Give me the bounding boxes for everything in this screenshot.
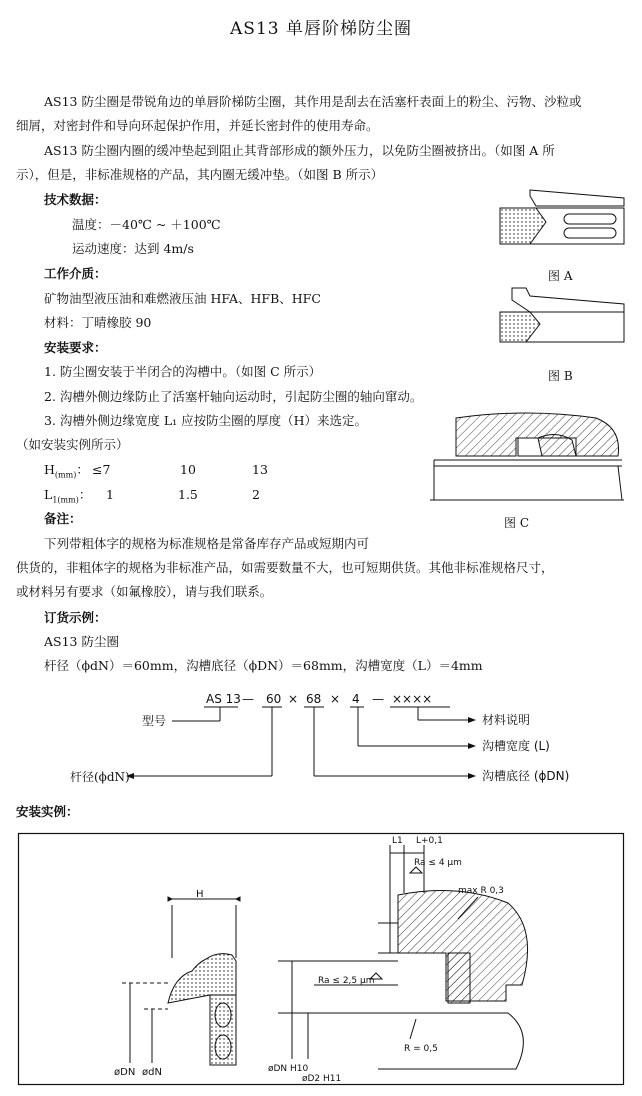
order-spec: 杆径（ϕdN）＝60mm，沟槽底径（ϕDN）＝68mm，沟槽宽度（L）＝4mm (44, 658, 483, 673)
intro-line-4: 示），但是，非标准规格的产品，其内圈无缓冲垫。（如图 B 所示） (16, 167, 384, 182)
install-item-2: 2. 沟槽外侧边缘防止了活塞杆轴向运动时，引起防尘圈的轴向窜动。 (44, 389, 423, 404)
note-line-2: 供货的，非粗体字的规格为非标准产品，如需要数量不大，也可短期供货。其他非标准规格尺寸， (16, 560, 554, 575)
code-model: AS 13 (206, 692, 241, 706)
note-line-3: 或材料另有要求（如氟橡胶），请与我们联系。 (16, 584, 273, 599)
install-heading: 安装要求： (44, 340, 107, 355)
code-width: 4 (352, 692, 360, 706)
example-heading: 安装实例： (16, 804, 79, 819)
table-h-value-2: 10 (180, 462, 196, 477)
code-groove: 68 (306, 692, 322, 706)
code-material: ×××× (392, 692, 433, 706)
figure-a-label: 图 A (548, 269, 573, 283)
tech-heading: 技术数据： (44, 192, 107, 207)
installation-example-drawing (18, 833, 624, 1085)
code-dash-1: — (242, 692, 254, 706)
tech-temperature: 温度：－40℃ ~ ＋100℃ (72, 217, 221, 232)
intro-line-2: 细屑，对密封件和导向环起保护作用，并延长密封件的使用寿命。 (16, 118, 379, 133)
table-l-label: $L_{1(mm)}$： (44, 487, 92, 505)
install-item-3b: （如安装实例所示） (16, 437, 129, 452)
dim-dn-text: øDN (114, 1067, 136, 1078)
table-l-value-1: 1 (106, 487, 114, 502)
code-rod: 60 (266, 692, 282, 706)
install-item-3: 3. 沟槽外侧边缘宽度 L₁ 应按防尘圈的厚度（H）来选定。 (44, 413, 368, 428)
figure-b-label: 图 B (548, 369, 573, 383)
dim-r05-text: R = 0,5 (404, 1044, 438, 1054)
figure-c-label: 图 C (504, 516, 529, 530)
dim-dn-h10-text: øDN H10 (268, 1064, 309, 1074)
figure-a-drawing (496, 188, 626, 252)
medium-heading: 工作介质： (44, 266, 107, 281)
figure-b-drawing (496, 286, 626, 348)
label-model: 型号 (142, 714, 167, 728)
note-line-1: 下列带粗体字的规格为标准规格是常备库存产品或短期内可 (44, 536, 370, 551)
code-dash-2: — (372, 692, 384, 706)
install-item-1: 1. 防尘圈安装于半闭合的沟槽中。（如图 C 所示） (44, 364, 322, 379)
rod-label-visible: 杆径(ϕdN) (70, 770, 130, 784)
dim-d2-h11-text: øD2 H11 (302, 1074, 342, 1084)
medium-text: 矿物油型液压油和难燃液压油 HFA、HFB、HFC (44, 291, 321, 306)
dim-dn-small-text: ødN (142, 1067, 162, 1078)
label-material: 材料说明 (482, 713, 531, 727)
dim-ra4-text: Ra ≤ 4 μm (414, 858, 462, 868)
dim-maxr-text: max R 0,3 (458, 886, 504, 896)
note-heading: 备注： (44, 511, 82, 526)
tech-speed: 运动速度：达到 4m/s (72, 241, 194, 256)
label-width: 沟槽宽度 (L) (482, 739, 550, 753)
intro-line-1: AS13 防尘圈是带锐角边的单唇阶梯防尘圈，其作用是刮去在活塞杆表面上的粉尘、污物、沙粒或 (44, 94, 582, 109)
code-x-2: × (330, 692, 341, 706)
dim-l1-text: L1 (392, 836, 403, 846)
figure-c-drawing (426, 410, 626, 506)
table-h-label: $H_{(mm)}$： (44, 462, 89, 480)
order-code-diagram (120, 680, 570, 790)
table-h-value-3: 13 (252, 462, 268, 477)
page-title: AS13 单唇阶梯防尘圈 (230, 19, 412, 39)
table-l-value-2: 1.5 (178, 487, 198, 502)
dim-h-text: H (196, 889, 204, 900)
table-h-value-1: ≤7 (92, 462, 111, 477)
material-text: 材料：丁晴橡胶 90 (44, 315, 152, 330)
order-product: AS13 防尘圈 (44, 634, 119, 649)
intro-line-3: AS13 防尘圈内圈的缓冲垫起到阻止其背部形成的额外压力，以免防尘圈被挤出。（如图 A 所 (44, 143, 555, 158)
table-l-value-3: 2 (252, 487, 260, 502)
dim-ra25-text: Ra ≤ 2,5 μm (318, 976, 375, 986)
dim-l-text: L+0,1 (416, 836, 443, 846)
label-groove: 沟槽底径 (ϕDN) (482, 769, 570, 783)
code-x-1: × (288, 692, 299, 706)
order-heading: 订货示例： (44, 610, 107, 625)
